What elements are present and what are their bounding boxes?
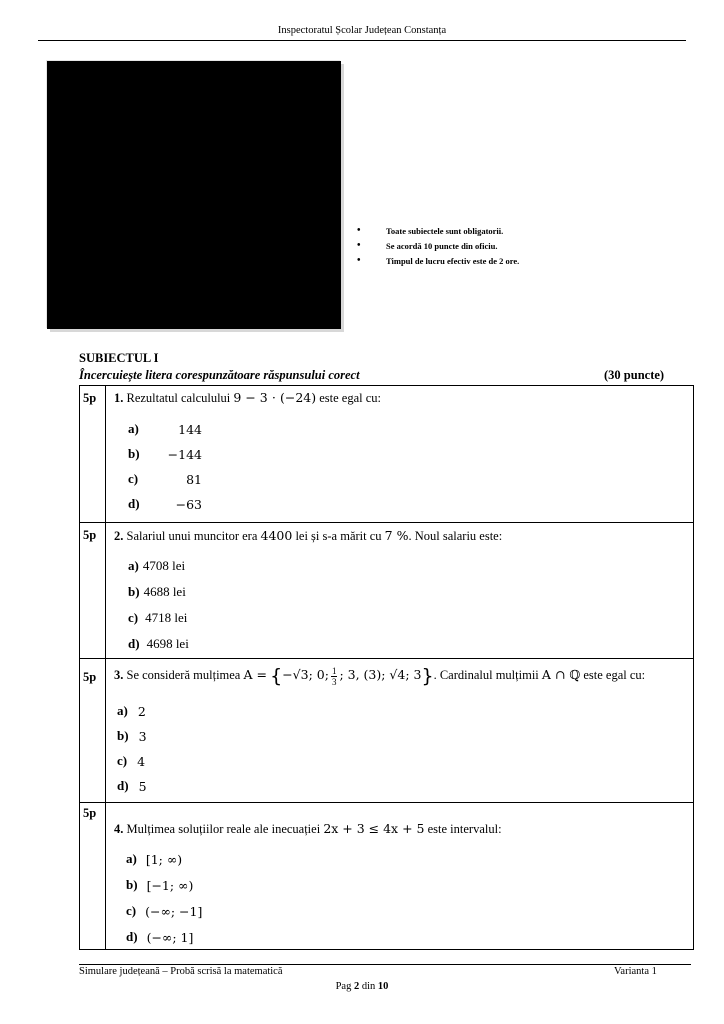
option-d[interactable]: d) −63: [128, 496, 202, 512]
option-c[interactable]: c) (−∞; −1]: [126, 903, 203, 919]
bullet-icon: •: [357, 255, 361, 266]
question-points: 5p: [80, 803, 106, 949]
option-b[interactable]: b) −144: [128, 446, 202, 462]
question-text: 4. Mulțimea soluțiilor reale ale inecuației 2x + 3 ≤ 4x + 5 este intervalul:: [114, 821, 502, 836]
note-item: • Se acordă 10 puncte din oficiu.: [354, 238, 519, 253]
option-a[interactable]: a) [1; ∞): [126, 851, 183, 867]
section-title: SUBIECTUL I: [79, 351, 159, 365]
question-row-4: [80, 803, 693, 950]
option-b[interactable]: b) 4688 lei: [128, 584, 186, 599]
question-text: 3. Se consideră mulțimea A = {−√3; 0; $\frac{1}{3}$ ; 3, (3); √4; 3}. Cardinalul mulțimii A ∩ ℚ este egal cu:: [114, 665, 646, 687]
question-text: 2. Salariul unui muncitor era 4400 lei și s-a mărit cu 7 %. Noul salariu este:: [114, 528, 503, 543]
option-c[interactable]: c) 4718 lei: [128, 610, 188, 625]
option-c[interactable]: c) 81: [128, 471, 202, 487]
page-header-title: Inspectoratul Școlar Județean Constanța: [277, 25, 447, 36]
exam-notes-list: [354, 223, 519, 268]
footer-exam-name: Simulare județeană – Probă scrisă la matematică: [79, 966, 283, 977]
option-d[interactable]: d) (−∞; 1]: [126, 929, 194, 945]
note-item: • Timpul de lucru efectiv este de 2 ore.: [354, 253, 519, 268]
question-row-1: [80, 386, 693, 523]
option-a[interactable]: a) 144: [128, 421, 202, 437]
footer-divider: [79, 964, 691, 965]
option-c[interactable]: c) 4: [117, 753, 146, 769]
footer-page-number: Pag 2 din 10: [335, 981, 389, 992]
option-d[interactable]: d) 4698 lei: [128, 636, 189, 651]
header-divider: [38, 40, 686, 41]
option-a[interactable]: a) 2: [117, 703, 146, 719]
question-points: 5p: [80, 523, 106, 658]
question-text: 1. Rezultatul calculului 9 − 3 ⋅ (−24) este egal cu:: [114, 390, 382, 405]
question-row-3: [80, 659, 693, 803]
question-points: 5p: [80, 386, 106, 522]
question-row-2: [80, 523, 693, 659]
question-points: 5p: [80, 659, 106, 802]
footer-variant: Varianta 1: [614, 966, 657, 977]
option-b[interactable]: b) 3: [117, 728, 147, 744]
option-b[interactable]: b) [−1; ∞): [126, 877, 194, 893]
section-points: (30 puncte): [604, 368, 665, 382]
option-d[interactable]: d) 5: [117, 778, 147, 794]
redacted-image: [47, 61, 341, 329]
questions-table: [79, 385, 694, 950]
bullet-icon: •: [357, 240, 361, 251]
section-instruction: Încercuiește litera corespunzătoare răspunsului corect: [79, 368, 360, 382]
option-a[interactable]: a) 4708 lei: [128, 558, 186, 573]
bullet-icon: •: [357, 225, 361, 236]
note-item: • Toate subiectele sunt obligatorii.: [354, 223, 519, 238]
fraction: $\frac{1}{3}$: [331, 665, 337, 687]
